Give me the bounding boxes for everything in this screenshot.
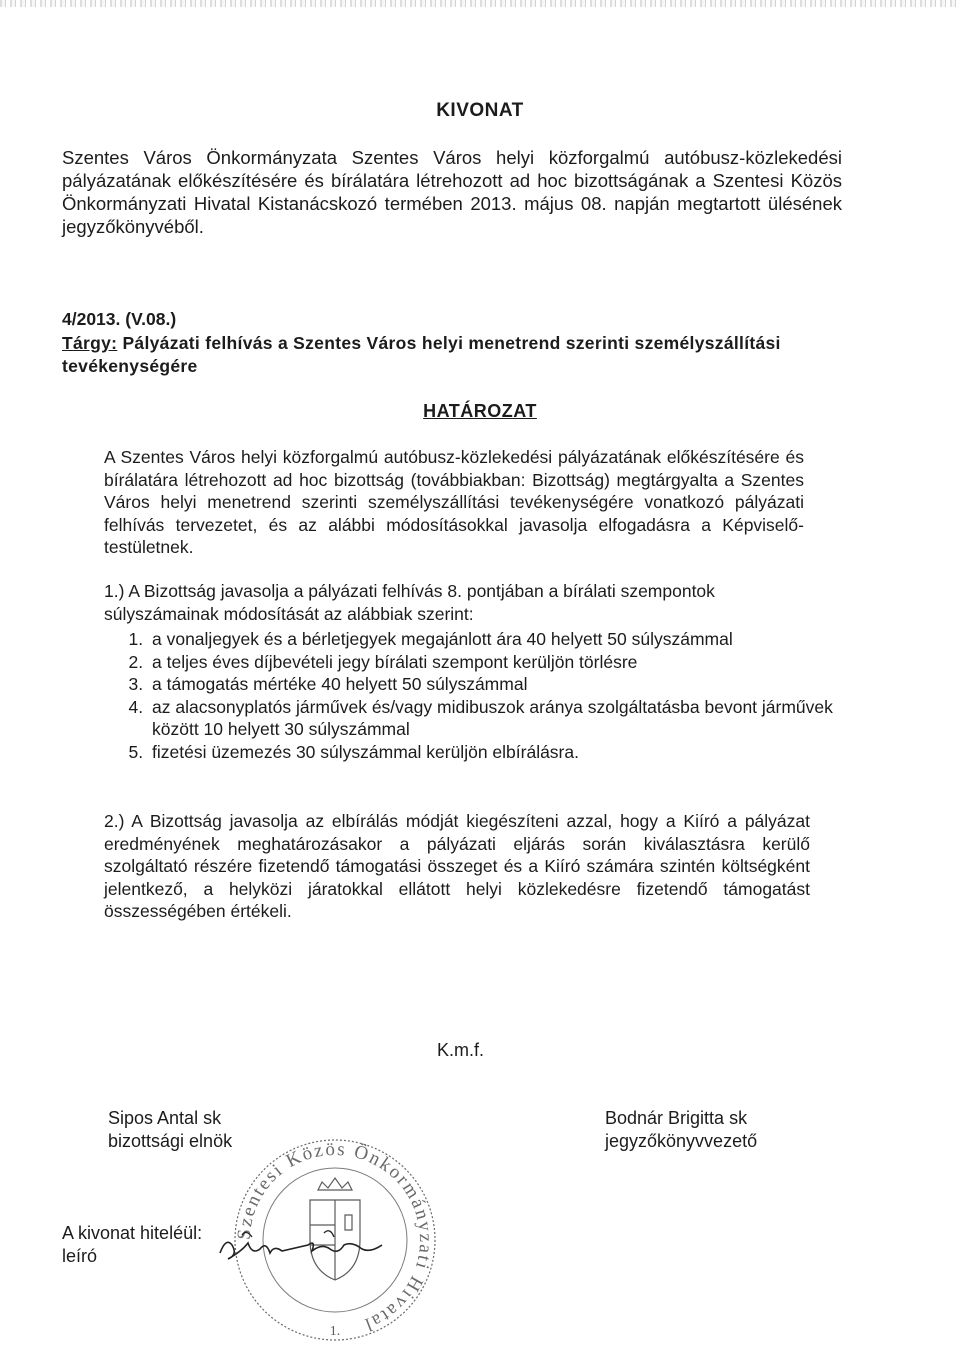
resolution-number: 4/2013. (V.08.) — [62, 309, 177, 329]
scan-edge-artifact — [0, 0, 960, 7]
list-item: 4. az alacsonyplatós járművek és/vagy midibuszok aránya szolgáltatásba bevont járművek között 10 helyett 30 súlyszámmal — [148, 696, 868, 741]
stamp-ring-text: Szentesi Közös Önkormányzati Hivatal — [233, 1138, 437, 1336]
recorder-name: Bodnár Brigitta sk — [605, 1108, 748, 1128]
transcriber-label: leíró — [62, 1246, 98, 1266]
stamp-number: 1. — [329, 1324, 341, 1339]
list-item: 1. a vonaljegyek és a bérletjegyek megajánlott ára 40 helyett 50 súlyszámmal — [148, 628, 868, 651]
recorder-role: jegyzőkönyvvezető — [605, 1131, 758, 1151]
list-item: 3. a támogatás mértéke 40 helyett 50 súlyszámmal — [148, 673, 868, 696]
document-title: KIVONAT — [436, 100, 524, 121]
handwritten-signature — [212, 1215, 392, 1275]
authentication-label: A kivonat hiteléül: — [62, 1223, 203, 1243]
point-1-paragraph: 1.) A Bizottság javasolja a pályázati felhívás 8. pontjában a bírálati szempontok súlyszámainak módosítását az alábbiak szerint: — [104, 581, 715, 624]
authentication-block — [62, 1222, 202, 1268]
decision-intro-paragraph: A Szentes Város helyi közforgalmú autóbusz-közlekedési pályázatának előkészítésére és bírálatára létrehozott ad hoc bizottság (továbbiakban: Bizottság) megtárgyalta a Szentes Város helyi menetrend szerinti személyszállítási tevékenységére vonatkozó pályázati felhívás tervezetet, és az alábbi módosításokkal javasolja elfogadásra a Képviselő-testületnek. — [104, 447, 804, 557]
list-item: 2. a teljes éves díjbevételi jegy bírálati szempont kerüljön törlésre — [148, 651, 868, 674]
intro-paragraph: Szentes Város Önkormányzata Szentes Város helyi közforgalmú autóbusz-közlekedési pályázatának előkészítésére és bírálatára létrehozott ad hoc bizottságának a Szentesi Közös Önkormányzati Hivatal Kistanácskozó termében 2013. május 08. napján megtartott ülésének jegyzőkönyvéből. — [62, 147, 842, 237]
subject-label: Tárgy: — [62, 333, 118, 353]
subject-text: Pályázati felhívás a Szentes Város helyi menetrend szerinti személyszállítási tevékenységére — [62, 333, 781, 376]
list-item: 5. fizetési üzemezés 30 súlyszámmal kerüljön elbírálásra. — [148, 741, 868, 764]
weighting-list — [104, 628, 868, 763]
chair-role: bizottsági elnök — [108, 1131, 233, 1151]
decision-heading: HATÁROZAT — [423, 401, 537, 421]
subject-line — [62, 332, 862, 378]
chair-name: Sipos Antal sk — [108, 1108, 222, 1128]
recorder-signature-block — [605, 1107, 757, 1153]
kmf-label: K.m.f. — [437, 1040, 485, 1060]
point-2-paragraph: 2.) A Bizottság javasolja az elbírálás módját kiegészíteni azzal, hogy a Kiíró a pályázat eredményének meghatározásakor a pályázati eljárás során kiválasztásra kerülő szolgáltató részére fizetendő támogatási összeget és a Kiíró számára szintén költségként jelentkező, a helyközi járatokkal ellátott helyi közlekedésre fizetendő támogatást összességében értékeli. — [104, 811, 810, 921]
